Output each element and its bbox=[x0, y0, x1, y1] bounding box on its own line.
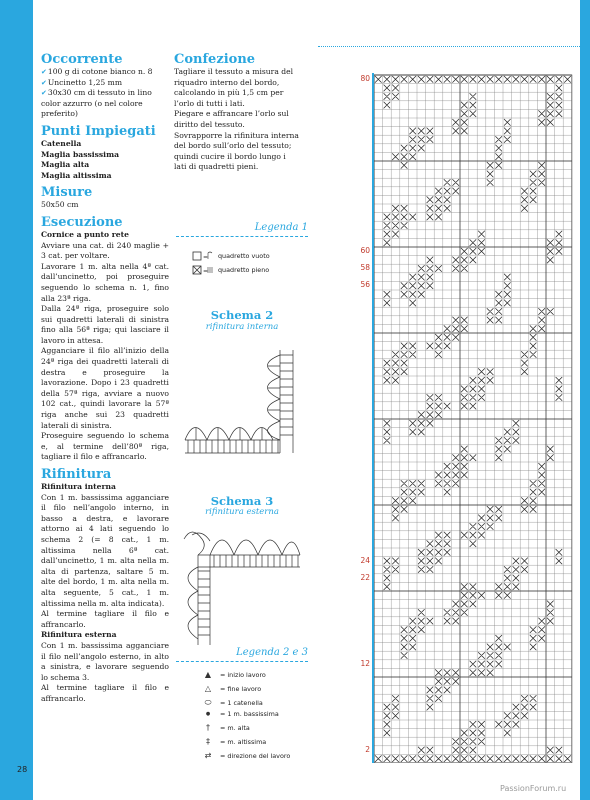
legenda23-item: ‡ = m. altissima bbox=[196, 737, 266, 746]
check-icon: ✔ bbox=[41, 68, 47, 76]
punti-item: Maglia alta bbox=[41, 160, 90, 170]
paragraph: Piegare e affrancare l’orlo sul diritto del tessuto. bbox=[174, 109, 289, 129]
schema2-diagram bbox=[180, 345, 300, 465]
legenda23-item: ▲ = inizio lavoro bbox=[196, 670, 266, 679]
legenda23-item: ⬭ = 1 catenella bbox=[196, 698, 263, 708]
legenda23-item: ⇄ = direzione del lavoro bbox=[196, 751, 290, 760]
left-color-bar bbox=[0, 0, 33, 800]
check-icon: ✔ bbox=[41, 89, 47, 98]
divider bbox=[176, 236, 308, 237]
rifinitura-title: Rifinitura bbox=[41, 467, 112, 482]
esecuzione-title: Esecuzione bbox=[41, 214, 123, 230]
schema3-subtitle: rifinitura esterna bbox=[205, 507, 279, 517]
chart-top-separator bbox=[318, 46, 580, 47]
punti-item: Maglia bassissima bbox=[41, 149, 120, 159]
legenda1-item: = quadretto pieno bbox=[192, 265, 269, 275]
legenda23-title: Legenda 2 e 3 bbox=[236, 647, 308, 658]
legenda23-item: ● = 1 m. bassissima bbox=[196, 710, 279, 718]
occorrente-item: ✔Uncinetto 1,25 mm bbox=[41, 77, 123, 87]
paragraph: Con 1 m. bassissima agganciare il filo nell’angolo interno, in basso a destra, e lavorare attorno ai 4 lati seguendo lo schema 2 (= 8 cat., 1 m. altissima nella 6ª cat. dall’uncinetto, 1 m. alta nella m. alta di partenza, saltare 5 m. alte del bordo, 1 m. alta nella m. alta seguente, 5 cat., 1 m. altissima nella m. alta indicata). bbox=[41, 492, 169, 608]
filet-chart bbox=[372, 73, 580, 763]
rifinitura-text bbox=[41, 482, 169, 704]
occorrente-title: Occorrente bbox=[41, 52, 123, 67]
paragraph: Al termine tagliare il filo e affrancarlo. bbox=[41, 683, 169, 703]
direction-icon: ⇄ bbox=[204, 751, 212, 760]
misure-value: 50x50 cm bbox=[41, 200, 79, 210]
svg-text:=: = bbox=[203, 268, 209, 275]
end-arrow-icon: △ bbox=[204, 684, 212, 693]
treble-crochet-icon: ‡ bbox=[206, 737, 210, 746]
paragraph: Con 1 m. bassissima agganciare il filo nell’angolo esterno, in alto a sinistra, e lavorare seguendo lo schema 3. bbox=[41, 640, 169, 682]
paragraph: Agganciare il filo all’inizio della 24ª riga dei quadretti laterali di destra e proseguire la lavorazione. Dopo i 23 quadretti della 57ª riga, avviare a nuovo 102 cat., quindi lavorare la 57ª riga anche sui 23 quadretti laterali di sinistra. bbox=[41, 346, 169, 430]
schema3-title: Schema 3 bbox=[210, 494, 274, 508]
paragraph: Avviare una cat. di 240 maglie + 3 cat. per voltare. bbox=[41, 240, 169, 261]
occorrente-item: ✔30x30 cm di tessuto in lino color azzurro (o nel colore preferito) bbox=[41, 88, 152, 119]
paragraph: Proseguire seguendo lo schema e, al termine dell’80ª riga, tagliare il filo e affrancarlo. bbox=[41, 431, 169, 462]
check-icon: ✔ bbox=[41, 78, 47, 87]
legenda1-title: Legenda 1 bbox=[254, 222, 308, 233]
confezione-text bbox=[174, 67, 300, 173]
esecuzione-text bbox=[41, 230, 169, 463]
chart-row-label: 22 bbox=[360, 572, 370, 582]
slip-stitch-icon: ● bbox=[205, 711, 211, 717]
occorrente-item: ✔100 g di cotone bianco n. 8 bbox=[41, 67, 153, 76]
chain-icon: ⬭ bbox=[204, 698, 212, 707]
paragraph: Dalla 24ª riga, proseguire solo sui quadretti laterali di sinistra fino alla 56ª riga; qui lasciare il lavoro in attesa. bbox=[41, 304, 169, 345]
chart-row-label: 58 bbox=[360, 263, 370, 273]
chart-row-label: 80 bbox=[360, 74, 370, 83]
paragraph: Lavorare 1 m. alta nella 4ª cat. dall’uncinetto, poi proseguire seguendo lo schema n. 1, fino alla 23ª riga. bbox=[41, 261, 169, 303]
paragraph: Tagliare il tessuto a misura del riquadro interno del bordo, calcolando in più 1,5 cm per l’orlo di tutti i lati. bbox=[174, 67, 294, 108]
chart-side-band bbox=[372, 73, 374, 763]
chart-row-label: 24 bbox=[360, 555, 370, 565]
double-crochet-icon: † bbox=[206, 723, 210, 732]
paragraph: Al termine tagliare il filo e affrancarlo. bbox=[41, 609, 169, 629]
punti-list bbox=[41, 139, 169, 181]
schema2-subtitle: rifinitura interna bbox=[205, 322, 279, 332]
schema2-title: Schema 2 bbox=[210, 308, 274, 322]
schema3-diagram bbox=[180, 525, 305, 645]
chart-row-label: 56 bbox=[360, 280, 370, 290]
paragraph: Sovrapporre la rifinitura interna del bordo sull’orlo del tessuto; quindi cucire il bordo lungo i lati di quadretti pieni. bbox=[174, 130, 299, 172]
occorrente-list bbox=[41, 67, 169, 120]
middle-column bbox=[174, 52, 300, 173]
chart-row-label: 60 bbox=[360, 246, 370, 255]
punti-item: Maglia altissima bbox=[41, 170, 112, 180]
divider bbox=[176, 661, 308, 662]
svg-text:=: = bbox=[203, 254, 209, 261]
page-number: 28 bbox=[17, 765, 28, 774]
chart-row-label: 2 bbox=[365, 744, 370, 754]
esecuzione-subtitle: Cornice a punto rete bbox=[41, 229, 129, 239]
start-arrow-icon: ▲ bbox=[204, 670, 212, 679]
confezione-title: Confezione bbox=[174, 52, 256, 67]
cross-square-icon bbox=[192, 265, 214, 275]
watermark: PassionForum.ru bbox=[500, 784, 567, 793]
chart-row-label: 12 bbox=[360, 658, 370, 668]
rifinitura-interna-title: Rifinitura interna bbox=[41, 482, 116, 491]
empty-square-icon bbox=[192, 251, 214, 261]
legenda23-item: † = m. alta bbox=[196, 723, 250, 732]
right-color-bar bbox=[580, 0, 590, 800]
legenda1-item: = quadretto vuoto bbox=[192, 251, 270, 261]
left-column bbox=[41, 52, 169, 704]
punti-title: Punti Impiegati bbox=[41, 123, 156, 139]
misure-title: Misure bbox=[41, 185, 93, 201]
legenda23-item: △ = fine lavoro bbox=[196, 684, 261, 693]
punti-item: Catenella bbox=[41, 138, 82, 148]
rifinitura-esterna-title: Rifinitura esterna bbox=[41, 630, 117, 640]
